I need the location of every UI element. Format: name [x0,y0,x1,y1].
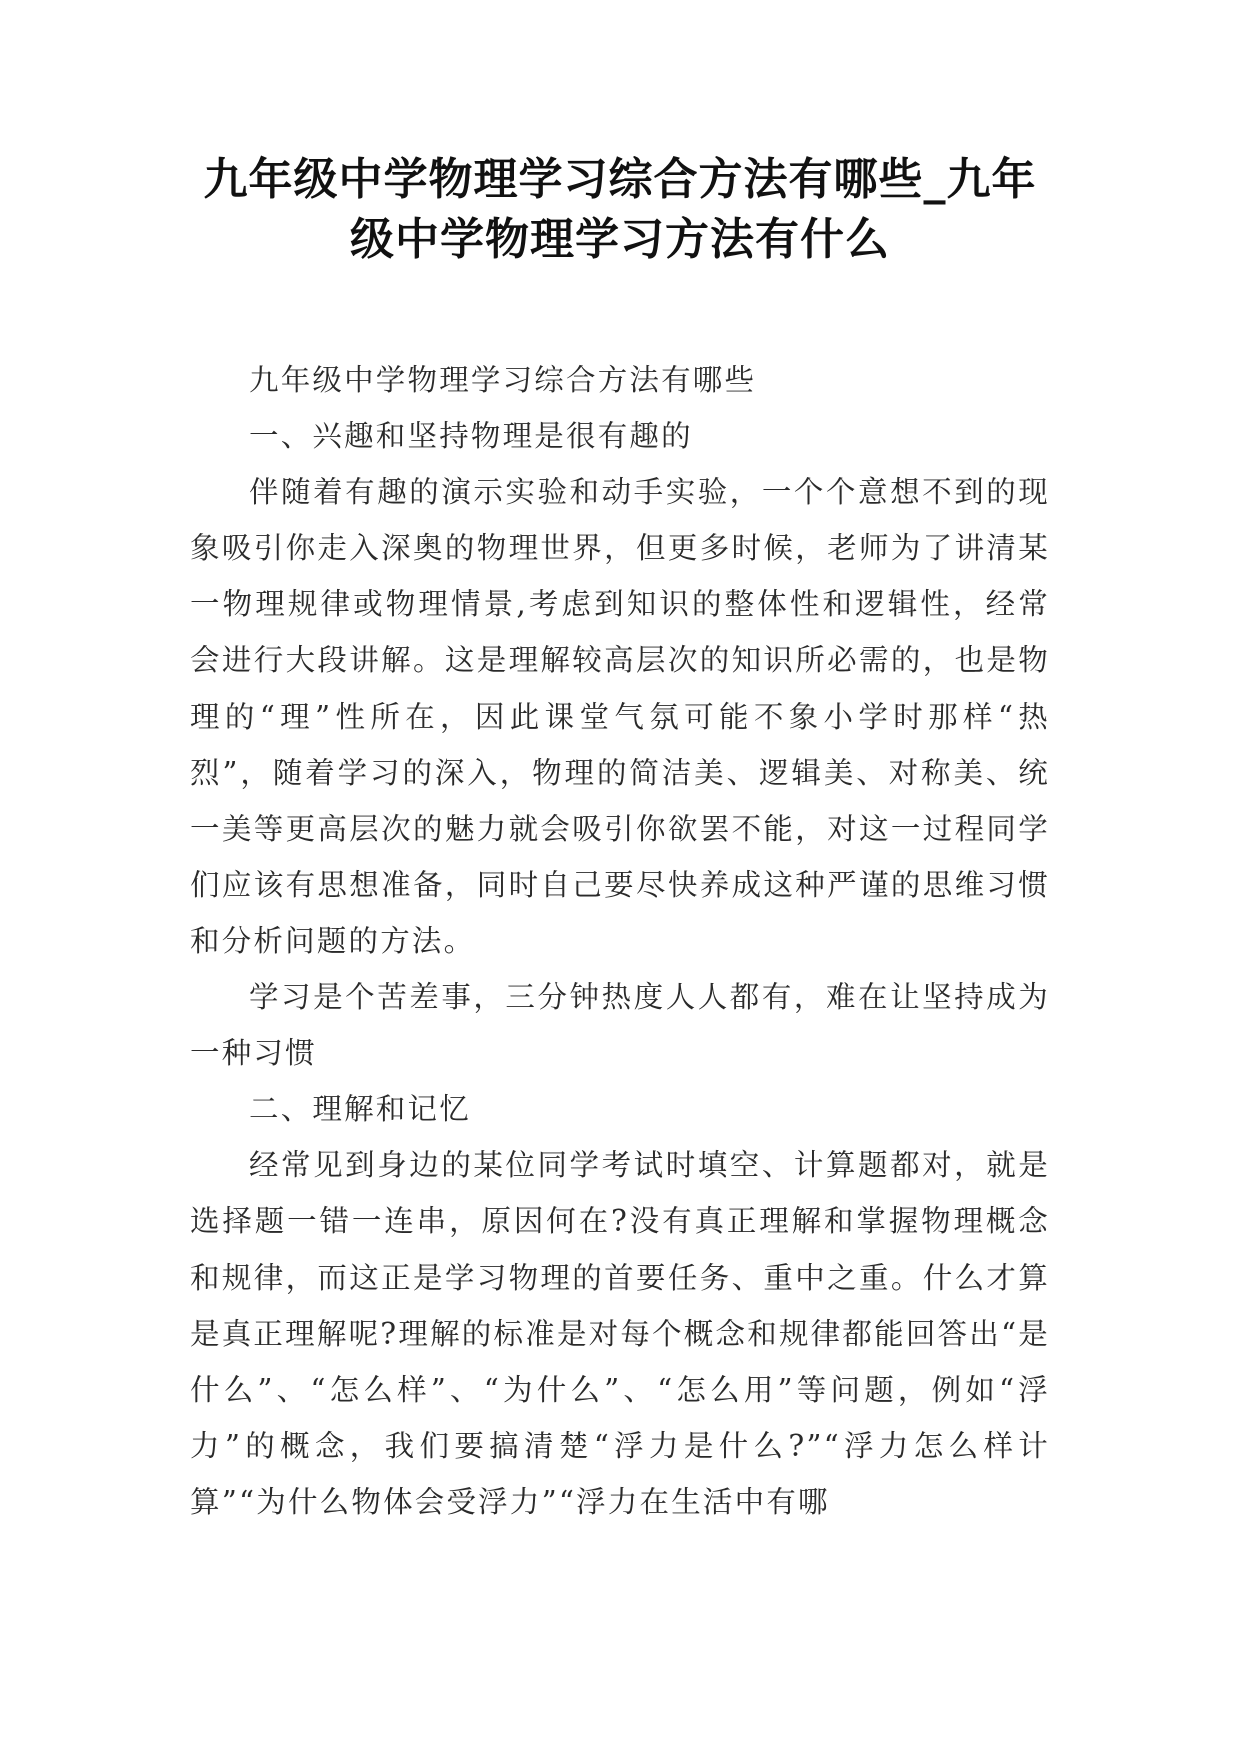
subtitle-paragraph: 九年级中学物理学习综合方法有哪些 [249,363,757,397]
section-heading-understanding: 二、理解和记忆 [249,1092,471,1127]
body-paragraph: 伴随着有趣的演示实验和动手实验，一个个意想不到的现象吸引你走入深奥的物理世界，但更多时候，老师为了讲清某一物理规律或物理情景,考虑到知识的整体性和逻辑性，经常会进行大段讲解。这是理解较高层次的知识所必需的，也是物理的“理”性所在，因此课堂气氛可能不象小学时那样“热烈”，随着学习的深入，物理的简洁美、逻辑美、对称美、统一美等更高层次的魅力就会吸引你欲罢不能，对这一过程同学们应该有思想准备，同时自己要尽快养成这种严谨的思维习惯和分析问题的方法。 [190,475,1050,958]
body-paragraph: 学习是个苦差事，三分钟热度人人都有，难在让坚持成为一种习惯 [190,980,1050,1071]
document-body [190,352,1050,1530]
document-title [150,150,1090,270]
title-line-2: 级中学物理学习方法有什么 [350,214,890,265]
body-paragraph: 经常见到身边的某位同学考试时填空、计算题都对，就是选择题一错一连串，原因何在?没有真正理解和掌握物理概念和规律，而这正是学习物理的首要任务、重中之重。什么才算是真正理解呢?理解的标准是对每个概念和规律都能回答出“是什么”、“怎么样”、“为什么”、“怎么用”等问题，例如“浮力”的概念，我们要搞清楚“浮力是什么?”“浮力怎么样计算”“为什么物体会受浮力”“浮力在生活中有哪 [190,1148,1050,1519]
title-line-1: 九年级中学物理学习综合方法有哪些_九年 [203,154,1037,205]
section-heading-interest: 一、兴趣和坚持物理是很有趣的 [249,419,693,454]
